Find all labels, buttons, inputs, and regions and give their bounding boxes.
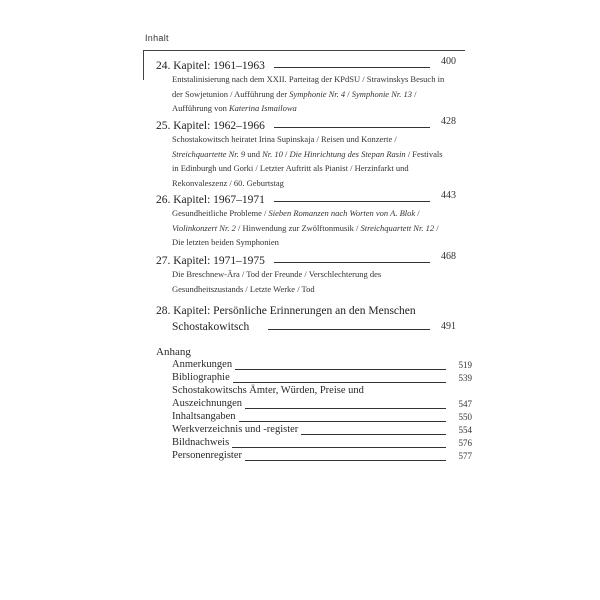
summary-text: Entstalinisierung nach dem XXII. Parteitag der KPdSU / Strawinskys Besuch in der Sowjetunion / Aufführung der [172,74,445,99]
chapter-entry [156,116,456,190]
summary-text: / Aufführung von [172,88,417,113]
work-title: Symphonie Nr. 13 [351,88,412,99]
work-title: Streichquartett Nr. 12 [360,222,435,233]
chapter-title: 28. Kapitel: Persönliche Erinnerungen an den Menschen [156,305,416,317]
work-title: Sieben Romanzen nach Worten von A. Blok [268,208,416,218]
leader-line [274,201,430,202]
chapter-summary [172,206,450,250]
summary-text: / [345,88,352,99]
appendix-item [172,372,472,385]
appendix-item-label: Auszeichnungen [172,398,245,409]
summary-text: / [282,148,290,159]
appendix-page-number: 539 [458,373,472,383]
summary-text: / [415,208,420,218]
appendix-item [172,385,456,398]
appendix-item [172,437,472,450]
appendix-page-number: 550 [458,412,472,422]
appendix-section [156,346,472,463]
appendix-item-label: Personenregister [172,450,245,461]
appendix-item-label: Werkverzeichnis und -register [172,424,301,435]
chapter-entry-28 [156,305,456,333]
chapter-page-number: 400 [441,56,456,67]
appendix-item-label: Bildnachweis [172,437,232,448]
appendix-item-label: Anmerkungen [172,359,235,370]
summary-text: Die Breschnew-Ära / Tod der Freunde / Verschlechterung des Gesundheitszustands / Letzte Werke / Tod [172,269,382,294]
chapter-title: 27. Kapitel: 1971–1975 [156,255,265,267]
header-rule [143,50,465,51]
chapter-page-number: 468 [441,251,456,262]
work-title: Symphonie Nr. 4 [289,88,346,99]
summary-text: / Die letzten beiden Symphonien [172,222,439,247]
work-title: Katerina Ismailowa [228,103,297,113]
summary-text: / Festivals in Edinburgh und Gorki / Letzter Auftritt als Pianist / Herzinfarkt und Rekonvaleszenz / 60. Geburtstag [172,148,443,188]
summary-text: / Hinwendung zur Zwölftonmusik / [235,222,361,233]
appendix-page-number: 547 [458,399,472,409]
chapter-entry [156,190,456,250]
work-title: Violinkonzert Nr. 2 [172,222,236,233]
appendix-item [172,411,472,424]
summary-text: und [245,148,263,159]
leader-line [274,262,430,263]
chapter-title: 24. Kapitel: 1961–1963 [156,60,265,72]
appendix-item-label: Schostakowitschs Ämter, Würden, Preise und [172,385,367,396]
work-title: Streichquartette Nr. 9 [172,148,246,159]
running-head: Inhalt [145,33,169,43]
header-rule-left [143,50,144,80]
appendix-item [172,424,472,437]
leader-line [274,127,430,128]
appendix-heading: Anhang [156,346,191,358]
appendix-page-number: 519 [458,360,472,370]
chapter-summary [172,72,450,116]
summary-text: Gesundheitliche Probleme / [172,208,269,218]
appendix-page-number: 554 [458,425,472,435]
appendix-item [172,398,472,411]
chapter-page-number: 428 [441,116,456,127]
chapter-summary [172,267,450,296]
leader-line [274,67,430,68]
appendix-item [172,359,472,372]
work-title: Die Hinrichtung des Stepan Rasin [289,148,406,159]
summary-text: Schostakowitsch heiratet Irina Supinskaja / Reisen und Konzerte / [172,134,397,144]
appendix-list [156,359,472,463]
chapter-summary [172,132,450,190]
chapter-title: 26. Kapitel: 1967–1971 [156,194,265,206]
work-title: Nr. 10 [262,148,283,159]
chapter-title-continued: Schostakowitsch [172,321,250,333]
chapter-page-number: 443 [441,190,456,201]
chapter-title: 25. Kapitel: 1962–1966 [156,120,265,132]
appendix-item-label: Bibliographie [172,372,233,383]
leader-line [268,329,430,330]
appendix-page-number: 577 [458,451,472,461]
appendix-item-label: Inhaltsangaben [172,411,239,422]
chapter-entry [156,56,456,116]
appendix-item [172,450,472,463]
chapter-entry [156,251,456,296]
chapter-page-number: 491 [441,321,456,332]
appendix-page-number: 576 [458,438,472,448]
